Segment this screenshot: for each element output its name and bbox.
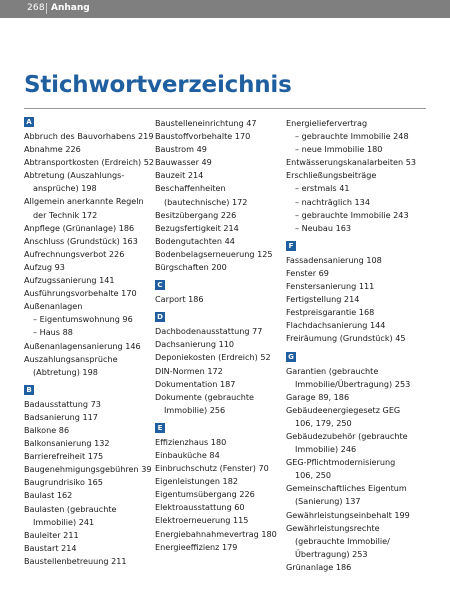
index-entry: Flachdachsanierung 144: [286, 320, 386, 331]
index-group: [286, 117, 436, 235]
index-entry: Baustrom 49: [155, 144, 207, 155]
index-entry: 106, 179, 250: [295, 417, 352, 428]
index-entry: Balkonsanierung 132: [24, 438, 110, 449]
letter-heading: F: [286, 241, 296, 251]
index-entry: Elektroerneuerung 115: [155, 515, 249, 526]
index-entry: Erschließungsbeiträge: [286, 170, 377, 181]
index-entry: GEG-Pflichtmodernisierung: [286, 457, 396, 468]
index-entry: Immobilie) 241: [33, 516, 95, 527]
index-entry: Bezugsfertigkeit 214: [155, 222, 239, 233]
index-entry: Ausführungsvorbehalte 170: [24, 288, 137, 299]
index-entry: Aufzug 93: [24, 261, 65, 272]
index-entry: (gebrauchte Immobilie/: [295, 535, 390, 546]
index-entry: Gemeinschaftliches Eigentum: [286, 483, 407, 494]
index-entry: Baulast 162: [24, 490, 73, 501]
index-entry: 106, 250: [295, 470, 332, 481]
index-entry: Baustart 214: [24, 542, 77, 553]
index-entry: – gebrauchte Immobilie 248: [295, 131, 409, 142]
index-entry: Entwässerungskanalarbeiten 53: [286, 157, 417, 168]
index-entry: Baustelleneinrichtung 47: [155, 118, 257, 128]
index-entry: (bautechnische) 172: [164, 196, 248, 207]
index-entry: Garage 89, 186: [286, 391, 350, 402]
index-entry: Aufrechnungsverbot 226: [24, 248, 125, 259]
index-entry: Festpreisgarantie 168: [286, 307, 375, 318]
letter-heading: G: [286, 352, 296, 362]
index-entry: Außenanlagensanierung 146: [24, 340, 141, 351]
index-entry: Bürgschaften 200: [155, 262, 227, 273]
index-entry: Allgemein anerkannte Regeln: [24, 196, 144, 207]
index-group: [155, 117, 285, 274]
index-entry: Auszahlungsansprüche: [24, 353, 118, 364]
index-entry: Einbruchschutz (Fenster) 70: [155, 463, 269, 474]
index-entry: Gebäudeenergiegesetz GEG: [286, 404, 401, 415]
index-entry: Badsanierung 117: [24, 411, 98, 422]
header-divider: [46, 3, 47, 14]
index-entry: – Neubau 163: [295, 222, 352, 233]
index-entry: Dachbodenausstattung 77: [155, 326, 263, 337]
section-title: Anhang: [51, 3, 90, 13]
letter-heading: B: [24, 385, 34, 395]
letter-heading: D: [155, 312, 165, 322]
index-entry: – Eigentumswohnung 96: [33, 314, 133, 325]
index-entry: Außenanlagen: [24, 301, 83, 312]
index-entry: Bauleiter 211: [24, 529, 79, 540]
index-entry: Einbauküche 84: [155, 449, 220, 460]
index-entry: Bodengutachten 44: [155, 235, 235, 246]
index-entry: Badausstattung 73: [24, 398, 101, 409]
index-group: [155, 280, 285, 306]
index-column-2: [155, 117, 285, 554]
letter-heading: E: [155, 423, 165, 433]
index-column-1: [24, 117, 155, 568]
index-entry: Anpflege (Grünanlage) 186: [24, 222, 135, 233]
index-entry: Dokumente (gebrauchte: [155, 391, 255, 402]
index-entry: Baugrundrisiko 165: [24, 477, 103, 488]
index-entry: Gewährleistungsrechte: [286, 522, 380, 533]
index-entry: Eigenleistungen 182: [155, 476, 239, 487]
index-entry: – Haus 88: [33, 327, 73, 338]
index-entry: Abtransportkosten (Erdreich) 52: [24, 157, 155, 168]
index-group: [155, 423, 285, 554]
index-entry: Barrierefreiheit 175: [24, 451, 104, 462]
index-entry: Baustoffvorbehalte 170: [155, 131, 251, 142]
index-entry: Fassadensanierung 108: [286, 254, 382, 265]
index-entry: der Technik 172: [33, 209, 98, 220]
index-entry: Baulasten (gebrauchte: [24, 503, 117, 514]
index-entry: (Abtretung) 198: [33, 366, 98, 377]
index-entry: Bodenbelagserneuerung 125: [155, 248, 273, 259]
index-entry: Gewährleistungseinbehalt 199: [286, 509, 410, 520]
index-entry: Aufzugssanierung 141: [24, 275, 115, 286]
running-header: [0, 0, 450, 18]
index-entry: Besitzübergang 226: [155, 209, 237, 220]
index-entry: Beschaffenheiten: [155, 183, 226, 194]
index-entry: Immobilie) 256: [164, 404, 226, 415]
index-entry: Effizienzhaus 180: [155, 436, 227, 447]
index-group: [286, 352, 436, 575]
title-rule: [24, 108, 426, 109]
index-entry: Übertragung) 253: [295, 548, 368, 559]
index-entry: Gebäudezubehör (gebrauchte: [286, 430, 408, 441]
index-entry: DIN-Normen 172: [155, 365, 223, 376]
index-group: [286, 241, 436, 346]
index-entry: Freiräumung (Grundstück) 45: [286, 333, 406, 344]
index-entry: Carport 186: [155, 294, 204, 305]
page-title: Stichwortverzeichnis: [24, 72, 292, 98]
index-entry: ansprüche) 198: [33, 183, 97, 194]
index-entry: Immobilie/Übertragung) 253: [295, 378, 411, 389]
index-entry: Fertigstellung 214: [286, 294, 360, 305]
index-entry: Anschluss (Grundstück) 163: [24, 235, 138, 246]
index-entry: Eigentumsübergang 226: [155, 489, 255, 500]
index-entry: Energieliefervertrag: [286, 118, 368, 128]
index-entry: Baugenehmigungsgebühren 39: [24, 464, 152, 475]
letter-heading: C: [155, 280, 165, 290]
index-entry: – erstmals 41: [295, 183, 350, 194]
index-entry: Abtretung (Auszahlungs-: [24, 170, 125, 181]
letter-heading: A: [24, 117, 34, 127]
index-entry: (Sanierung) 137: [295, 496, 361, 507]
index-entry: Energieeffizienz 179: [155, 541, 238, 552]
index-entry: Deponiekosten (Erdreich) 52: [155, 352, 271, 363]
index-entry: Garantien (gebrauchte: [286, 365, 379, 376]
index-group: [24, 385, 152, 568]
index-entry: – nachträglich 134: [295, 196, 370, 207]
index-entry: Elektroausstattung 60: [155, 502, 245, 513]
index-entry: – gebrauchte Immobilie 243: [295, 209, 409, 220]
index-entry: – neue Immobilie 180: [295, 144, 383, 155]
index-entry: Immobilie) 246: [295, 444, 357, 455]
index-entry: Fenstersanierung 111: [286, 281, 375, 292]
index-entry: Dachsanierung 110: [155, 339, 235, 350]
index-entry: Energiebahnahmevertrag 180: [155, 528, 277, 539]
index-entry: Fenster 69: [286, 267, 329, 278]
index-group: [24, 117, 155, 379]
index-entry: Baustellenbetreuung 211: [24, 555, 127, 566]
index-entry: Grünanlage 186: [286, 561, 352, 572]
index-group: [155, 312, 285, 417]
page-number: 268: [27, 3, 45, 13]
index-entry: Dokumentation 187: [155, 378, 236, 389]
index-entry: Balkone 86: [24, 424, 70, 435]
index-entry: Abnahme 226: [24, 144, 81, 155]
index-entry: Bauwasser 49: [155, 157, 212, 168]
index-column-3: [286, 117, 436, 574]
index-entry: Abbruch des Bauvorhabens 219: [24, 131, 154, 141]
index-entry: Bauzeit 214: [155, 170, 204, 181]
